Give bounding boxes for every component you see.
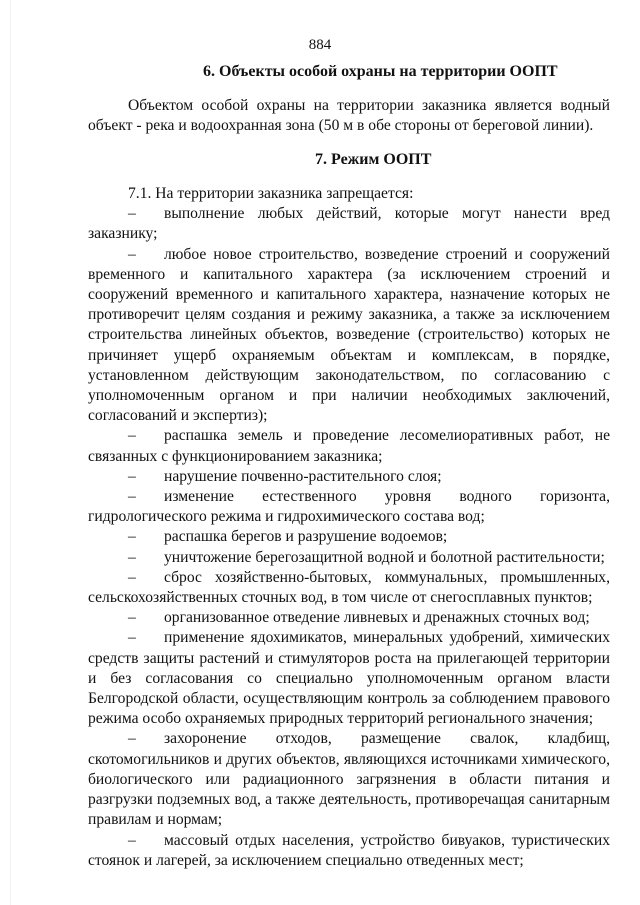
dash-marker: – [128, 548, 136, 566]
page-number: 884 [308, 37, 332, 53]
prohibition-item-3 [88, 426, 610, 466]
prohibition-item-10 [88, 628, 610, 729]
prohibition-item-4 [88, 467, 610, 487]
dash-marker: – [128, 205, 136, 223]
scan-edge-line [10, 0, 11, 905]
prohibition-text: любое новое строительство, возведение строений и сооружений временного и капитального характера (за исключением строений и сооружений временного и капитального характера, назначение которых не противоречит целям создания и режиму заказника, а также за исключением строительства линейных объектов, возведение (строительство) которых не причиняет ущерб охраняемым объектам и комплексам, в порядке, установленном действующим законодательством, по согласованию с уполномоченным органом и при наличии необходимых заключений, согласований и экспертиз); [88, 245, 610, 425]
prohibition-text: распашка берегов и разрушение водоемов; [164, 528, 448, 546]
prohibition-item-8 [88, 568, 610, 608]
prohibition-item-2 [88, 245, 610, 427]
prohibition-text: изменение естественного уровня водного горизонта, гидрологического режима и гидрохимического состава вод; [88, 488, 610, 526]
prohibition-item-9 [88, 608, 610, 628]
section-7-body [88, 184, 610, 871]
dash-marker: – [128, 245, 136, 263]
dash-marker: – [128, 629, 136, 647]
prohibition-item-11 [88, 729, 610, 830]
dash-marker: – [128, 427, 136, 445]
section-6-body [88, 96, 610, 136]
dash-marker: – [128, 730, 136, 748]
prohibition-item-12 [88, 831, 610, 871]
section-7-intro: 7.1. На территории заказника запрещается: [128, 185, 414, 202]
prohibition-text: применение ядохимикатов, минеральных удобрений, химических средств защиты растений и стимуляторов роста на прилегающей территории и без согласования со специально уполномоченным органом власти Белгородской области, осуществляющим контроль за соблюдением правового режима особо охраняемых природных территорий регионального значения; [88, 629, 610, 728]
prohibition-text: сброс хозяйственно-бытовых, коммунальных, промышленных, сельскохозяйственных сточных вод, в том числе от снегосплавных пунктов; [88, 568, 610, 607]
dash-marker: – [128, 488, 136, 506]
prohibition-text: распашка земель и проведение лесомелиоративных работ, не связанных с функционированием заказника; [88, 427, 610, 465]
section-6-heading: 6. Объекты особой охраны на территории ООПТ [203, 63, 558, 80]
prohibition-text: уничтожение берегозащитной водной и болотной растительности; [164, 548, 605, 566]
dash-marker: – [128, 528, 136, 546]
prohibition-item-6 [88, 527, 610, 547]
dash-marker: – [128, 831, 136, 849]
dash-marker: – [128, 467, 136, 485]
prohibition-text: выполнение любых действий, которые могут нанести вред заказнику; [88, 205, 610, 243]
dash-marker: – [128, 609, 136, 627]
prohibition-text: организованное отведение ливневых и дренажных сточных вод; [164, 609, 590, 627]
prohibition-item-7 [88, 548, 610, 568]
prohibition-item-1 [88, 204, 610, 244]
prohibition-text: массовый отдых населения, устройство бивуаков, туристических стоянок и лагерей, за исключением специально отведенных мест; [88, 831, 610, 869]
dash-marker: – [128, 568, 136, 586]
section-6-paragraph: Объектом особой охраны на территории заказника является водный объект - река и водоохранная зона (50 м в обе стороны от береговой линии). [88, 97, 610, 135]
section-7-heading: 7. Режим ООПТ [315, 151, 432, 168]
prohibition-text: захоронение отходов, размещение свалок, кладбищ, скотомогильников и других объектов, являющихся источниками химического, биологического или радиационного загрязнения в области питания и разгрузки подземных вод, а также деятельность, противоречащая санитарным правилам и нормам; [88, 730, 610, 829]
prohibition-text: нарушение почвенно-растительного слоя; [164, 467, 442, 485]
prohibition-item-5 [88, 487, 610, 527]
